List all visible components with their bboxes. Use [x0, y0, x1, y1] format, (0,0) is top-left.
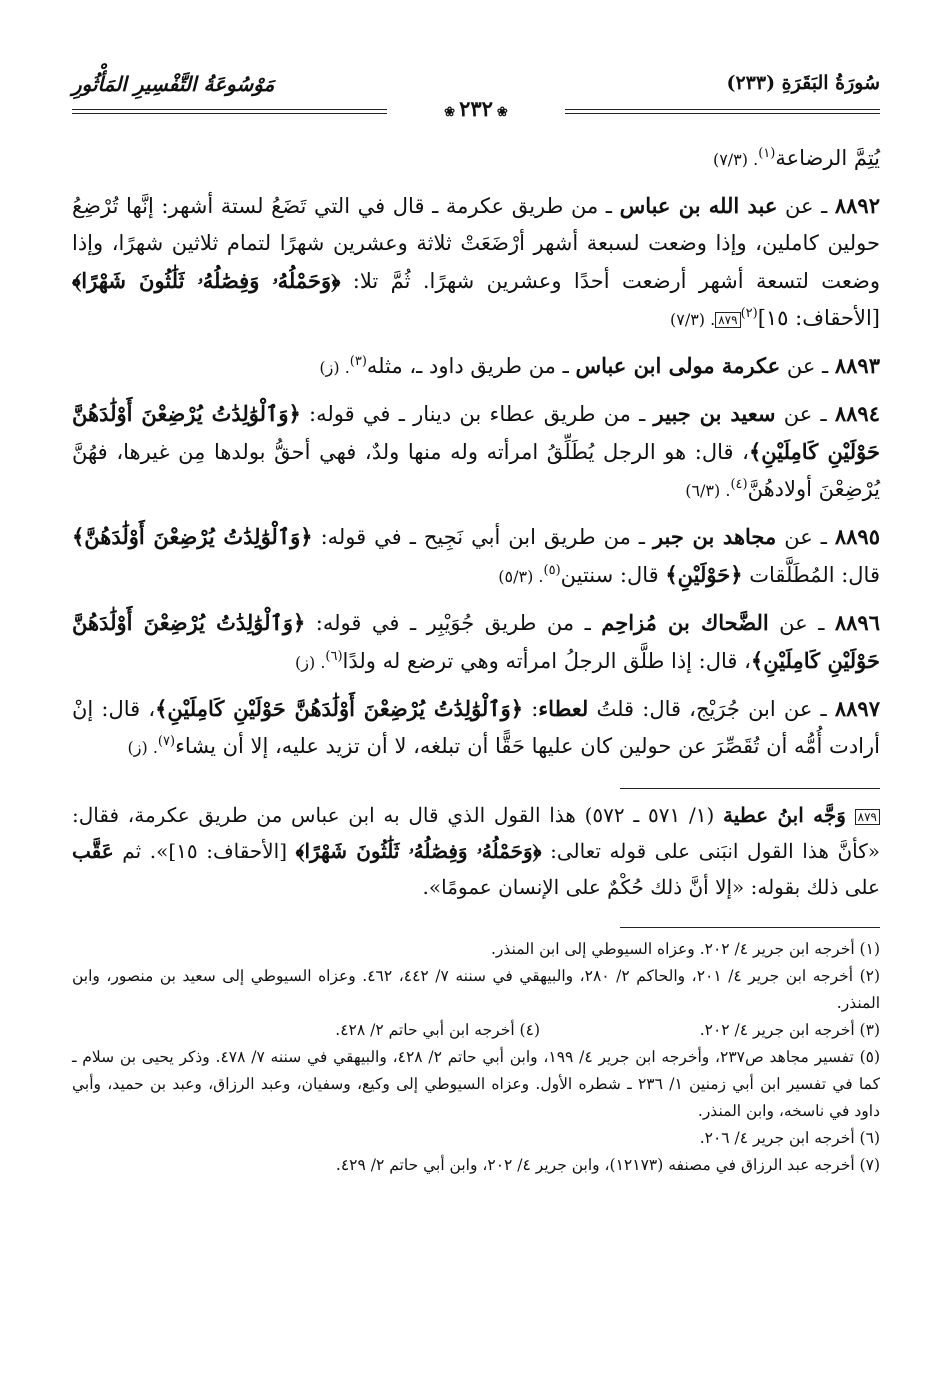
footnote-row-3-4	[72, 1017, 880, 1044]
main-text	[72, 140, 880, 766]
entry-number: ٨٨٩٤	[834, 401, 880, 426]
footnote-7: (٧) أخرجه عبد الرزاق في مصنفه (١٢١٧٣)، وابن جرير ٤/ ٢٠٢، وابن أبي حاتم ٢/ ٤٢٩.	[335, 1156, 880, 1174]
entry-number: ٨٨٩٥	[834, 524, 880, 549]
footnote-marker[interactable]: (٧)	[157, 734, 176, 749]
entry-number: ٨٨٩٧	[834, 696, 880, 721]
ornament-icon: ❀	[496, 105, 508, 120]
page-header	[72, 72, 880, 122]
entry-8893: ٨٨٩٣ ـ عن عكرمة مولى ابن عباس ـ من طريق داود ـ، مثله$^{(٣)}$. (ز)	[319, 353, 880, 378]
book-title: مَوْسُوعَةُ التَّفْسِيرِ المَأْثُورِ	[72, 72, 275, 96]
quran-verse: ﴿وَحَمْلُهُۥ وَفِصَٰلُهُۥ ثَلَٰثُونَ شَهْرًا﴾	[72, 268, 341, 293]
note-reference-box[interactable]: ٨٧٩	[715, 312, 740, 328]
footnote-marker[interactable]: (٢)	[740, 306, 758, 321]
footnotes	[72, 936, 880, 1179]
footnote-marker[interactable]: (٣)	[349, 354, 367, 369]
footnote-marker[interactable]: (١)	[758, 146, 776, 161]
entry-number: ٨٨٩٢	[834, 193, 880, 218]
narrator-name: عبد الله بن عباس	[619, 193, 778, 218]
continuation-line: يُتِمَّ الرضاعة$^{(١)}$. (٧/٣)	[712, 146, 880, 170]
entry-number: ٨٨٩٣	[834, 353, 880, 378]
header-rule-right	[565, 109, 880, 110]
header-rule-left	[72, 109, 387, 110]
narrator-name: سعيد بن جبير	[653, 401, 776, 426]
ornament-icon: ❀	[444, 105, 456, 120]
surah-title: سُورَةُ البَقَرَةِ (٢٣٣)	[726, 72, 880, 94]
narrator-name: الضَّحاك بن مُزاحِم	[601, 610, 769, 635]
quran-verse: ﴿وَٱلْوَٰلِدَٰتُ يُرْضِعْنَ أَوْلَٰدَهُنَّ حَوْلَيْنِ كَامِلَيْنِ﴾	[155, 696, 524, 721]
book-page	[72, 72, 880, 1179]
entry-8894: ٨٨٩٤ ـ عن سعيد بن جبير ـ من طريق عطاء بن دينار ـ في قوله: ﴿وَٱلْوَٰلِدَٰتُ يُرْضِعْنَ أَوْلَٰدَهُنَّ حَوْلَيْنِ كَامِلَيْنِ﴾، قال: هو الرجل يُطَلِّقُ امرأته وله منها ولدٌ، فهي أحقُّ بولدها مِن غيرها، فهُنَّ يُرْضِعْنَ أولادهُنَّ$^{(٤)}$. (٦/٣)	[72, 401, 880, 501]
entry-number: ٨٨٩٦	[834, 610, 880, 635]
note-number-box: ٨٧٩	[855, 809, 880, 825]
narrator-name: لعطاء	[538, 696, 589, 721]
quran-verse: ﴿وَحَمْلُهُۥ وَفِصَٰلُهُۥ ثَلَٰثُونَ شَهْرًا﴾	[295, 839, 542, 863]
footnote-marker[interactable]: (٦)	[325, 649, 343, 664]
footnote-3: (٣) أخرجه ابن جرير ٤/ ٢٠٢.	[699, 1021, 880, 1039]
page-number: ❀ ٢٣٢ ❀	[444, 96, 508, 121]
entry-8892: ٨٨٩٢ ـ عن عبد الله بن عباس ـ من طريق عكرمة ـ قال في التي تَضَعُ لستة أشهر: إنَّها تُرْضِعُ حولين كاملين، وإذا وضعت لسبعة أشهر أرْضَعَتْ ثلاثة وعشرين شهرًا لتمام ثلاثين شهرًا، وإذا وضعت لتسعة أشهر أرضعت أحدًا وعشرين شهرًا. ثُمَّ تلا: ﴿وَحَمْلُهُۥ وَفِصَٰلُهُۥ ثَلَٰثُونَ شَهْرًا﴾ [الأحقاف: ١٥]$^{(٢)}$٨٧٩. (٧/٣)	[72, 193, 881, 330]
footnote-1: (١) أخرجه ابن جرير ٤/ ٢٠٢. وعزاه السيوطي إلى ابن المنذر.	[490, 940, 880, 958]
entry-8896: ٨٨٩٦ ـ عن الضَّحاك بن مُزاحِم ـ من طريق جُوَيْبِر ـ في قوله: ﴿وَٱلْوَٰلِدَٰتُ يُرْضِعْنَ أَوْلَٰدَهُنَّ حَوْلَيْنِ كَامِلَيْنِ﴾، قال: إذا طلَّق الرجلُ امرأته وهي ترضع له ولدًا$^{(٦)}$. (ز)	[72, 610, 880, 673]
narrator-name: مجاهد بن جبر	[652, 524, 777, 549]
note-divider	[620, 788, 880, 789]
quran-verse: ﴿وَٱلْوَٰلِدَٰتُ يُرْضِعْنَ أَوْلَٰدَهُنَّ حَوْلَيْنِ كَامِلَيْنِ﴾	[72, 610, 880, 673]
quran-verse: ﴿وَٱلْوَٰلِدَٰتُ يُرْضِعْنَ أَوْلَٰدَهُنَّ حَوْلَيْنِ كَامِلَيْنِ﴾	[72, 401, 880, 464]
scholar-note: ٨٧٩ وَجَّه ابنُ عطية (١/ ٥٧١ ـ ٥٧٢) هذا القول الذي قال به ابن عباس من طريق عكرمة، فقال: «كأنَّ هذا القول انبَنى على قوله تعالى: ﴿وَحَمْلُهُۥ وَفِصَٰلُهُۥ ثَلَٰثُونَ شَهْرًا﴾ [الأحقاف: ١٥]». ثم عَقَّب على ذلك بقوله: «إلا أنَّ ذلك حُكْمٌ على الإنسان عمومًا».	[72, 803, 880, 899]
footnote-divider	[620, 927, 880, 928]
footnote-6: (٦) أخرجه ابن جرير ٤/ ٢٠٦.	[699, 1129, 880, 1147]
quran-word: ﴿حَوْلَيْنِ﴾	[665, 562, 743, 587]
narrator-name: عكرمة مولى ابن عباس	[575, 353, 781, 378]
entry-8897: ٨٨٩٧ ـ عن ابن جُرَيْج، قال: قلتُ لعطاء: ﴿وَٱلْوَٰلِدَٰتُ يُرْضِعْنَ أَوْلَٰدَهُنَّ حَوْلَيْنِ كَامِلَيْنِ﴾، قال: إنْ أرادت أُمُّه أن تُقَصِّرَ عن حولين كان عليها حَقًّا أن تبلغه، لا أن تزيد عليه، إلا أن يشاء$^{(٧)}$. (ز)	[72, 696, 880, 758]
scholar-name: وَجَّه ابنُ عطية	[723, 803, 846, 827]
footnote-2: (٢) أخرجه ابن جرير ٤/ ٢٠١، والحاكم ٢/ ٢٨٠، والبيهقي في سننه ٧/ ٤٤٢، ٤٦٢. وعزاه السيوطي إلى سعيد بن منصور، وابن المنذر.	[72, 967, 881, 1012]
entry-8895: ٨٨٩٥ ـ عن مجاهد بن جبر ـ من طريق ابن أبي نَجِيح ـ في قوله: ﴿وَٱلْوَٰلِدَٰتُ يُرْضِعْنَ أَوْلَٰدَهُنَّ﴾ قال: المُطَلَّقات ﴿حَوْلَيْنِ﴾ قال: سنتين$^{(٥)}$. (٥/٣)	[72, 524, 880, 587]
quran-verse: ﴿وَٱلْوَٰلِدَٰتُ يُرْضِعْنَ أَوْلَٰدَهُنَّ﴾	[72, 524, 313, 549]
footnote-4: (٤) أخرجه ابن أبي حاتم ٢/ ٤٢٨.	[335, 1021, 540, 1039]
footnote-marker[interactable]: (٤)	[730, 477, 748, 492]
footnote-marker[interactable]: (٥)	[543, 563, 561, 578]
footnote-5: (٥) تفسير مجاهد ص٢٣٧، وأخرجه ابن جرير ٤/ ١٩٩، وابن أبي حاتم ٢/ ٤٢٨، والبيهقي في سننه ٧/ ٤٧٨. وذكر يحيى بن سلام ـ كما في تفسير ابن أبي زمنين ١/ ٢٣٦ ـ شطره الأول. وعزاه السيوطي إلى وكيع، وسفيان، وعبد الرزاق، وعبد بن حميد، وأبي داود في ناسخه، وابن المنذر.	[72, 1048, 881, 1120]
